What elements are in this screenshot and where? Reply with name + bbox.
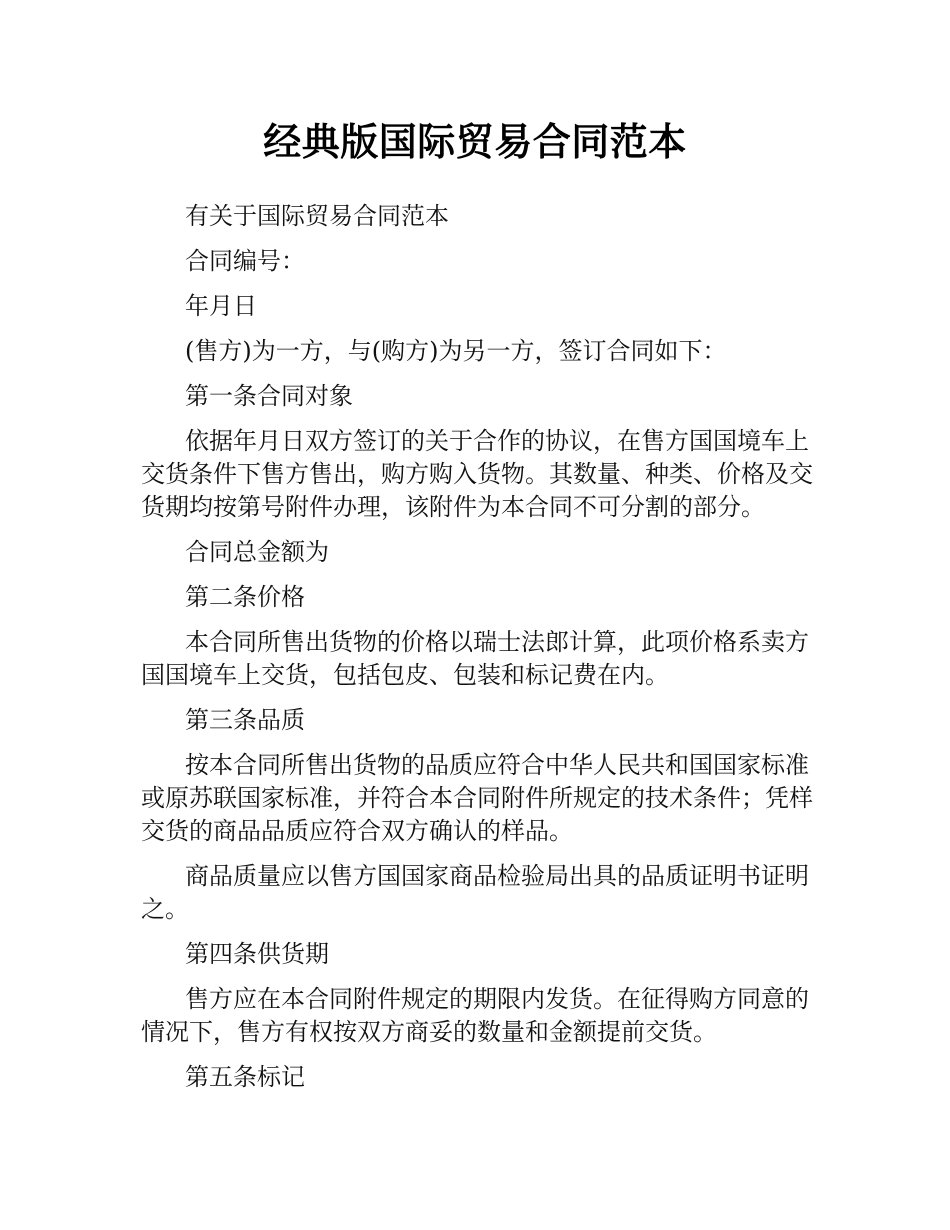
section-heading-2: 第二条价格 [185, 583, 305, 611]
paragraph-total-amount: 合同总金额为 [185, 538, 329, 566]
paragraph-intro: 有关于国际贸易合同范本 [185, 202, 449, 230]
section-heading-3: 第三条品质 [185, 706, 305, 734]
document-title: 经典版国际贸易合同范本 [263, 120, 687, 164]
paragraph-article-1: 依据年月日双方签订的关于合作的协议，在售方国国境车上交货条件下售方售出，购方购入货物。其数量、种类、价格及交货期均按第号附件办理，该附件为本合同不可分割的部分。 [141, 427, 813, 521]
paragraph-quality-certificate: 商品质量应以售方国国家商品检验局出具的品质证明书证明之。 [141, 862, 809, 923]
paragraph-date: 年月日 [185, 292, 257, 320]
paragraph-article-4: 售方应在本合同附件规定的期限内发货。在征得购方同意的情况下，售方有权按双方商妥的数量和金额提前交货。 [141, 985, 809, 1046]
section-heading-5: 第五条标记 [185, 1063, 305, 1091]
document-body [141, 200, 821, 1106]
section-heading-4: 第四条供货期 [185, 940, 329, 968]
paragraph-article-3: 按本合同所售出货物的品质应符合中华人民共和国国家标准或原苏联国家标准，并符合本合同附件所规定的技术条件；凭样交货的商品品质应符合双方确认的样品。 [141, 751, 813, 845]
paragraph-contract-number: 合同编号： [185, 247, 305, 275]
paragraph-parties: (售方)为一方，与(购方)为另一方，签订合同如下： [185, 337, 727, 365]
section-heading-1: 第一条合同对象 [185, 382, 353, 410]
paragraph-article-2: 本合同所售出货物的价格以瑞士法郎计算，此项价格系卖方国国境车上交货，包括包皮、包装和标记费在内。 [141, 628, 809, 689]
